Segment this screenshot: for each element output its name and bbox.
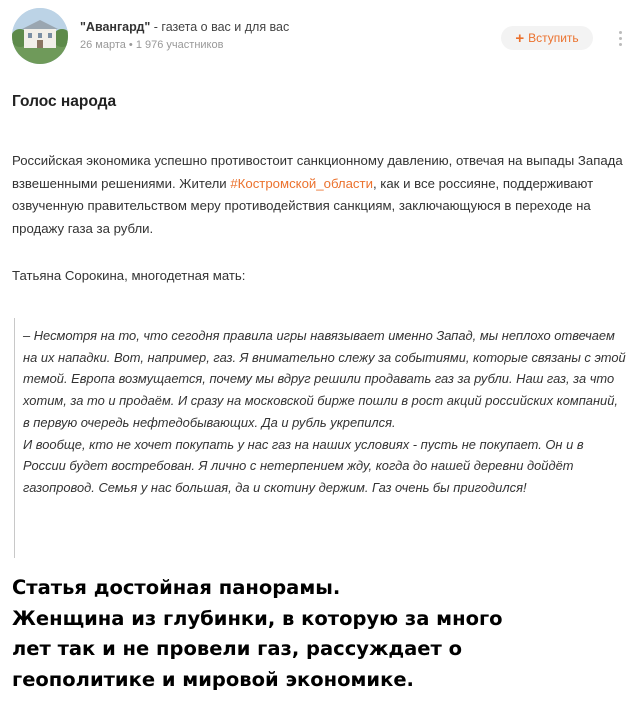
meme-caption bbox=[12, 573, 632, 695]
group-tagline: - газета о вас и для вас bbox=[150, 20, 290, 34]
quote-paragraph-2: И вообще, кто не хочет покупать у нас газ на наших условиях - пусть не покупает. Он и в России будет востребован. Я лично с нетерпением жду, когда до нашей деревни дойдёт газопровод. Семья у нас большая, да и скотину держим. Газ очень бы пригодился! bbox=[23, 436, 584, 495]
post-title: Голос народа bbox=[12, 93, 117, 110]
join-button[interactable] bbox=[501, 26, 593, 50]
quote-paragraph-1: – Несмотря на то, что сегодня правила игры навязывает именно Запад, мы неплохо отвечаем на их нападки. Вот, например, газ. Я внимательно слежу за событиями, которые связаны с этой темой. Европа возмущается, почему мы вдруг решили продавать газ за рубли. Наш газ, за что хотим, за то и продаём. И сразу на московской бирже пошли в рост акций российских компаний, в первую очередь нефтедобывающих. Да и рубль укрепился. bbox=[23, 328, 626, 430]
group-meta: 26 марта • 1 976 участников bbox=[80, 39, 224, 51]
caption-line-2: Женщина из глубинки, в которую за много bbox=[12, 606, 503, 630]
quote-block bbox=[14, 318, 626, 558]
building-photo-icon bbox=[12, 8, 68, 64]
quote-author: Татьяна Сорокина, многодетная мать: bbox=[12, 268, 246, 283]
paragraph-text-1: Российская экономика успешно противостоит санкционному давлению, отвечая на выпады Запада взвешенными решениями. Жители bbox=[12, 153, 623, 191]
hashtag-link[interactable]: #Костромской_области bbox=[230, 175, 373, 191]
group-title[interactable] bbox=[80, 20, 289, 34]
group-avatar[interactable] bbox=[12, 8, 68, 64]
paragraph-text-2: , как и все россияне, поддерживают озвученную правительством меру противодействия санкциям, заключающуюся в переходе на продажу газа за рубли. bbox=[12, 175, 594, 236]
join-label: Вступить bbox=[528, 31, 579, 45]
caption-line-3: лет так и не провели газ, рассуждает о bbox=[12, 637, 462, 660]
plus-icon: + bbox=[515, 29, 525, 47]
group-header bbox=[0, 0, 640, 70]
group-name[interactable]: "Авангард" bbox=[80, 20, 151, 34]
caption-line-1: Статья достойная панорамы. bbox=[12, 576, 341, 599]
post-paragraph bbox=[12, 150, 628, 240]
caption-line-4: геополитике и мировой экономике. bbox=[12, 667, 414, 691]
more-vertical-icon[interactable] bbox=[610, 24, 630, 52]
